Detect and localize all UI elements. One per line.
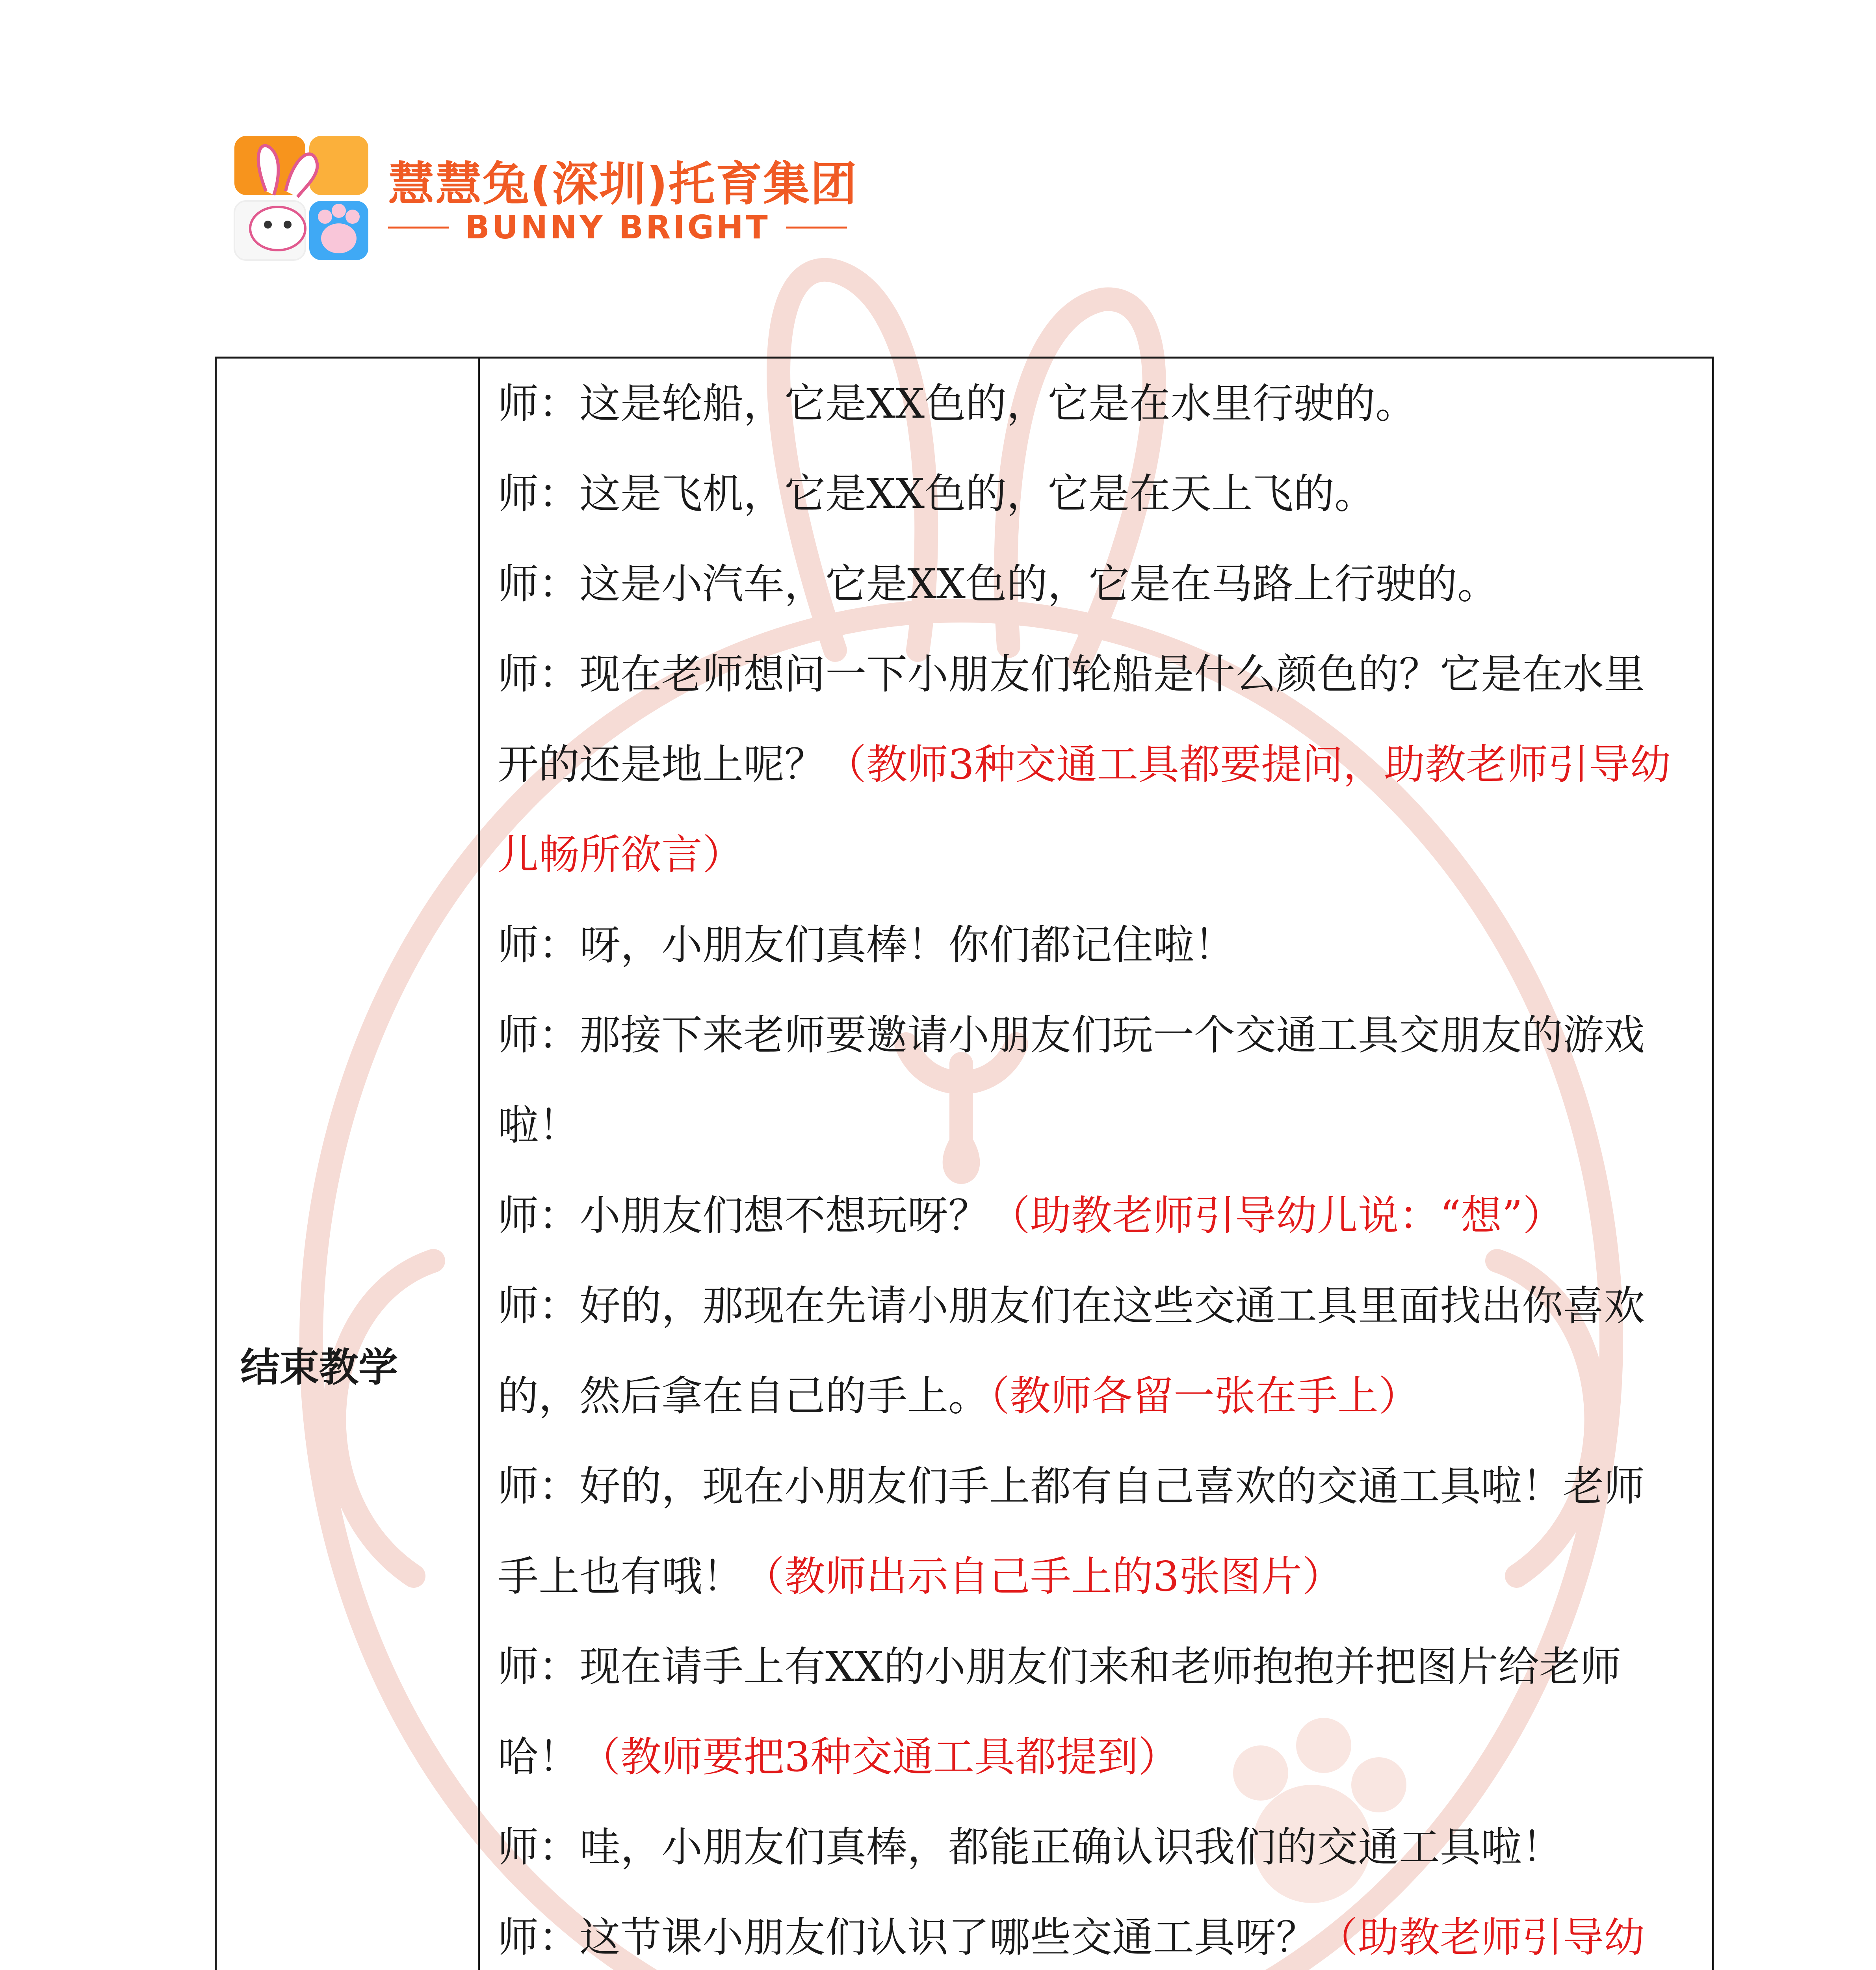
brand-name-cn: 慧慧兔(深圳)托育集团 [388, 157, 858, 211]
teacher-note: （教师出示自己手上的3张图片） [743, 1552, 1343, 1600]
paragraph: 师：好的，现在小朋友们手上都有自己喜欢的交通工具啦！老师手上也有哦！（教师出示自己手上的3张图片） [498, 1462, 1645, 1600]
paragraph: 师：这是小汽车，它是XX色的，它是在马路上行驶的。 [498, 560, 1499, 608]
brand-name-en [388, 209, 847, 246]
paragraph: 师：现在请手上有XX的小朋友们来和老师抱抱并把图片给老师哈！（教师要把3种交通工具都提到） [498, 1643, 1622, 1781]
section-label-cell [217, 359, 480, 1970]
paragraph: 师：这是飞机，它是XX色的，它是在天上飞的。 [498, 470, 1376, 518]
teacher-note: （助教老师引导幼儿说：“想”） [989, 1191, 1564, 1240]
paragraph: 师：小朋友们想不想玩呀？（助教老师引导幼儿说：“想”） [498, 1191, 1564, 1240]
paragraph: 师：现在老师想问一下小朋友们轮船是什么颜色的？它是在水里开的还是地上呢？（教师3种交通工具都要提问，助教老师引导幼儿畅所欲言） [498, 650, 1671, 879]
paragraph: 师：那接下来老师要邀请小朋友们玩一个交通工具交朋友的游戏啦！ [498, 1011, 1645, 1149]
paragraph: 师：好的，那现在先请小朋友们在这些交通工具里面找出你喜欢的，然后拿在自己的手上。（教师各留一张在手上） [498, 1282, 1645, 1420]
paragraph: 师：这节课小朋友们认识了哪些交通工具呀？（助教老师引导幼 [498, 1892, 1679, 1970]
content-cell [480, 359, 1712, 1970]
brand-name-en-text: BUNNY BRIGHT [465, 209, 770, 246]
section-label: 结束教学 [240, 1344, 398, 1390]
teacher-note: （教师3种交通工具都要提问，助教老师引导幼儿畅所欲言） [498, 740, 1671, 879]
paragraph: 师：这是轮船，它是XX色的，它是在水里行驶的。 [498, 379, 1417, 427]
teacher-note: （助教老师引导幼 [1317, 1913, 1645, 1961]
paragraph: 师：哇，小朋友们真棒，都能正确认识我们的交通工具啦！ [498, 1823, 1563, 1871]
teacher-note: （教师各留一张在手上） [989, 1372, 1420, 1420]
lesson-table [215, 357, 1714, 1970]
paragraph: 师：呀，小朋友们真棒！你们都记住啦！ [498, 921, 1235, 969]
divider-right [786, 227, 847, 229]
teacher-note: （教师要把3种交通工具都提到） [580, 1733, 1179, 1781]
divider-left [388, 227, 449, 229]
